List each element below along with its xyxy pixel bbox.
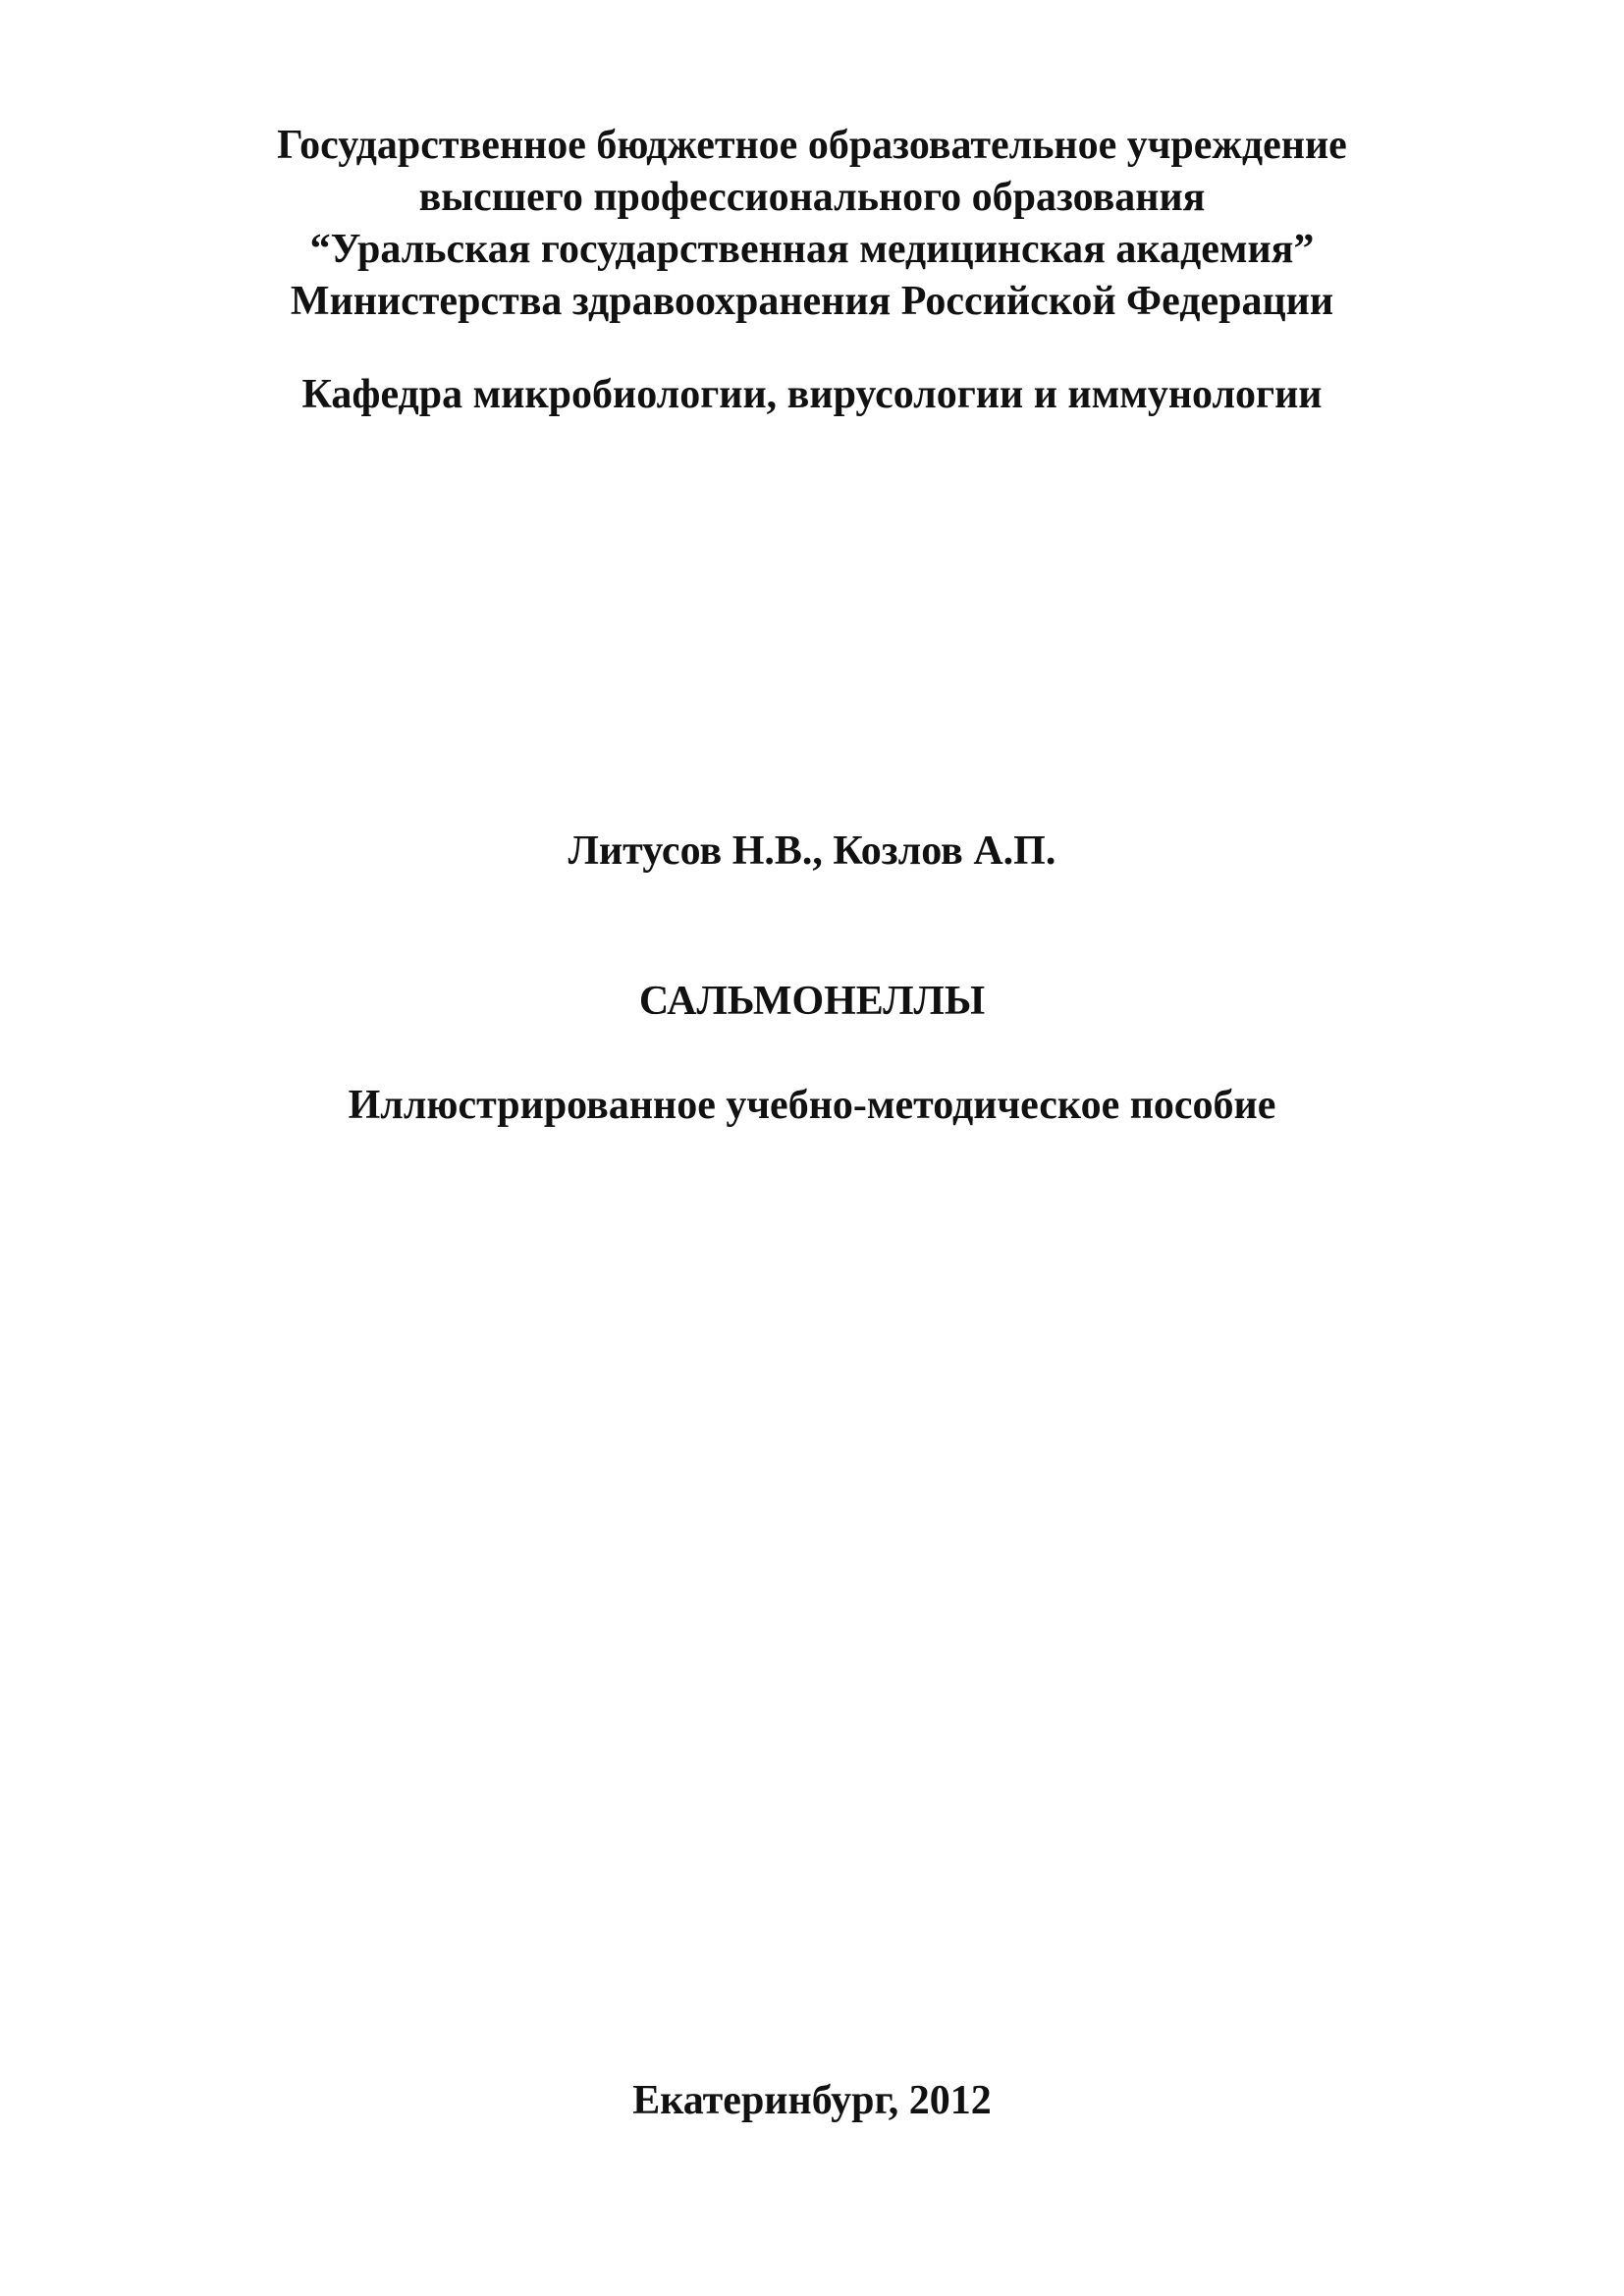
institution-line-1: Государственное бюджетное образовательное учреждение <box>277 123 1347 168</box>
document-subtitle-text: Иллюстрированное учебно-методическое пособие <box>348 1083 1276 1128</box>
institution-line-3: “Уральская государственная медицинская академия” <box>309 227 1315 272</box>
city-year-text: Екатеринбург, 2012 <box>632 2078 992 2123</box>
department-name: Кафедра микробиологии, вирусологии и иммунологии <box>301 372 1323 417</box>
institution-line-4: Министерства здравоохранения Российской Федерации <box>290 279 1334 324</box>
authors-text: Литусов Н.В., Козлов А.П. <box>568 828 1056 874</box>
institution-line-2: высшего профессионального образования <box>418 175 1206 220</box>
city-year <box>0 2075 1624 2127</box>
document-subtitle <box>0 1080 1624 1132</box>
institution-header <box>0 120 1624 328</box>
department-header <box>0 369 1624 421</box>
document-title-text: САЛЬМОНЕЛЛЫ <box>638 979 986 1024</box>
document-title <box>0 976 1624 1028</box>
authors <box>0 826 1624 878</box>
